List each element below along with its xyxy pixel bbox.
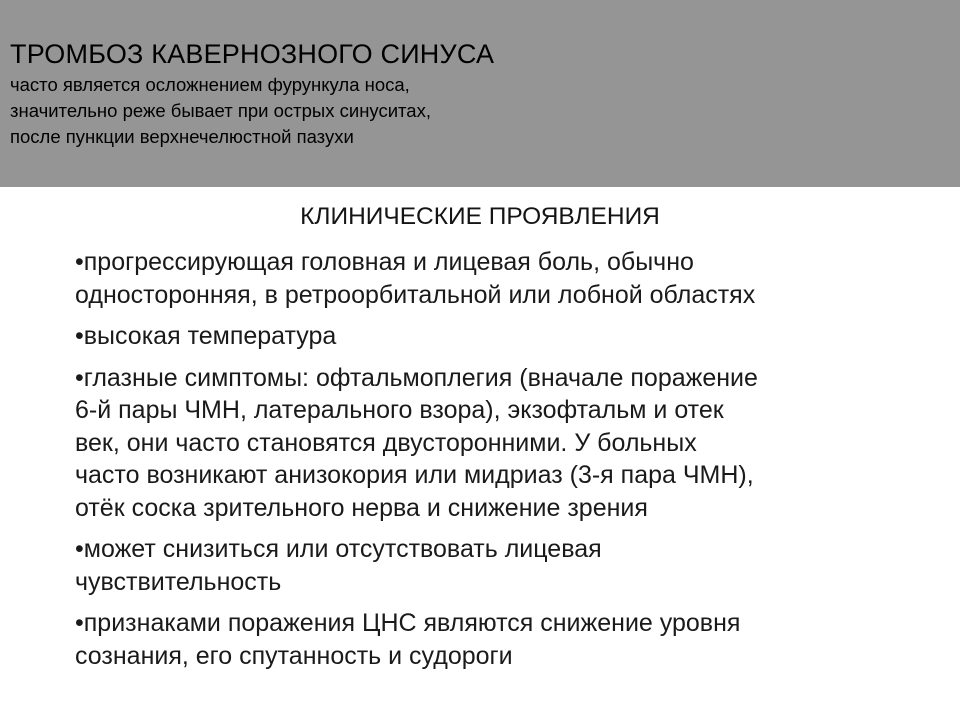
- subtitle-line: часто является осложнением фурункула носа,: [10, 74, 410, 95]
- item-line: прогрессирующая головная и лицевая боль, обычно: [83, 248, 694, 276]
- item-line: век, они часто становятся двусторонними. У больных: [75, 428, 697, 457]
- item-line: может снизиться или отсутствовать лицевая: [83, 535, 602, 563]
- bullet-icon: •: [75, 609, 84, 637]
- item-line: высокая температура: [83, 322, 337, 350]
- list-item: [75, 533, 915, 598]
- bullet-icon: •: [75, 322, 84, 350]
- item-line: односторонняя, в ретроорбитальной или лобной областях: [75, 280, 756, 309]
- item-line: часто возникают анизокория или мидриаз (3-я пара ЧМН),: [75, 461, 754, 489]
- list-item: [75, 320, 915, 353]
- section-heading: КЛИНИЧЕСКИЕ ПРОЯВЛЕНИЯ: [300, 203, 660, 230]
- item-line: глазные симптомы: офтальмоплегия (вначале поражение: [83, 363, 758, 392]
- item-line: сознания, его спутанность и судороги: [75, 641, 513, 670]
- subtitle-line: значительно реже бывает при острых синуситах,: [10, 100, 431, 121]
- item-line: 6-й пары ЧМН, латерального взора), экзофтальм и отек: [75, 396, 724, 424]
- item-line: чувствительность: [75, 567, 282, 596]
- header-band: [0, 0, 960, 187]
- list-item: [75, 362, 915, 525]
- list-item: [75, 607, 915, 672]
- symptom-list: [75, 246, 915, 681]
- list-item: [75, 246, 915, 311]
- bullet-icon: •: [75, 248, 84, 276]
- subtitle-line: после пункции верхнечелюстной пазухи: [10, 126, 354, 147]
- item-line: отёк соска зрительного нерва и снижение зрения: [75, 493, 648, 522]
- bullet-icon: •: [75, 363, 84, 392]
- slide-title: ТРОМБОЗ КАВЕРНОЗНОГО СИНУСА: [10, 39, 495, 69]
- item-line: признаками поражения ЦНС являются снижение уровня: [83, 609, 741, 637]
- slide-subtitle: [10, 72, 431, 150]
- bullet-icon: •: [75, 535, 84, 563]
